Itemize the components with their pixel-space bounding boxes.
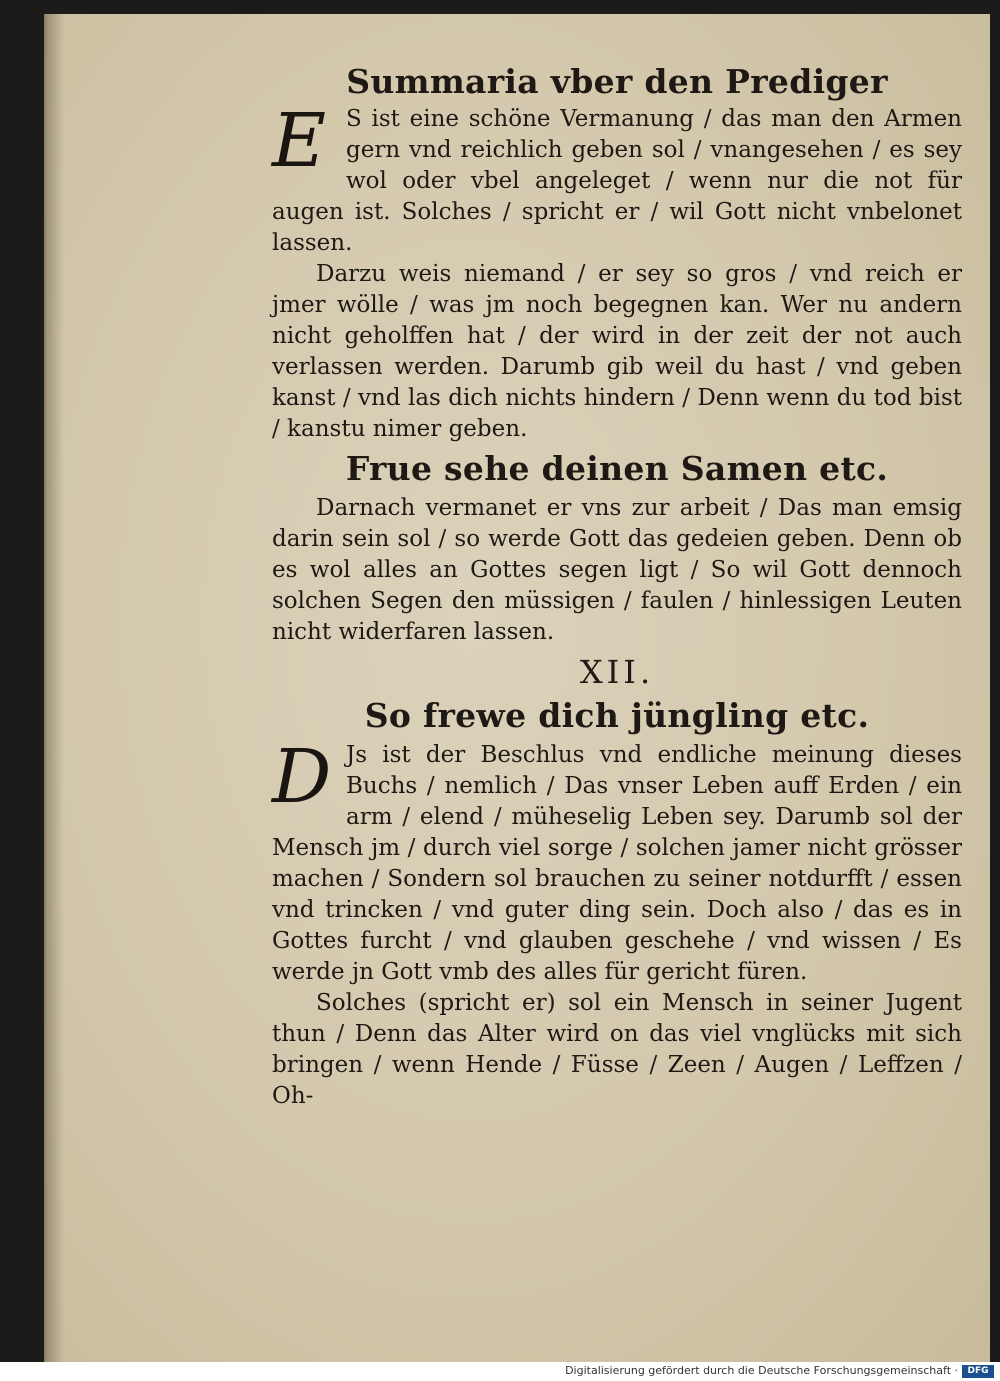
book-page bbox=[44, 14, 990, 1362]
digitization-footer bbox=[0, 1362, 1000, 1381]
paragraph-1-text: S ist eine schöne Vermanung / das man den Armen gern vnd reichlich geben sol / vnangesehen / es sey wol oder vbel angeleget / wenn nur die not für augen ist. Solches / spricht er / wil Gott nicht vnbelonet lassen. bbox=[272, 106, 962, 256]
page-text bbox=[272, 62, 962, 1112]
section-heading-jungling: So frewe dich jüngling etc. bbox=[364, 696, 870, 735]
paragraph-1 bbox=[272, 98, 962, 259]
section-heading-frue: Frue sehe deinen Samen etc. bbox=[345, 449, 889, 488]
paragraph-5: Solches (spricht er) sol ein Mensch in seiner Jugent thun / Denn das Alter wird on das viel vnglücks mit sich bringen / wenn Hende / Füsse / Zeen / Augen / Leffzen / Oh- bbox=[272, 990, 962, 1109]
drop-cap-e: E bbox=[272, 98, 327, 184]
paragraph-2: Darzu weis niemand / er sey so gros / vnd reich er jmer wölle / was jm noch begegnen kan. Wer nu andern nicht geholffen hat / der wird in der zeit der not auch verlassen werden. Darumb gib weil du hast / vnd geben kanst / vnd las dich nichts hindern / Denn wenn du tod bist / kanstu nimer geben. bbox=[272, 261, 962, 442]
page-heading: Summaria vber den Prediger bbox=[346, 62, 888, 101]
chapter-number: XII. bbox=[579, 653, 655, 691]
paragraph-3: Darnach vermanet er vns zur arbeit / Das man emsig darin sein sol / so werde Gott das gedeien geben. Denn ob es wol alles an Gottes segen ligt / So wil Gott dennoch solchen Segen den müssigen / faulen / hinlessigen Leuten nicht widerfaren lassen. bbox=[272, 495, 962, 645]
dfg-logo: DFG bbox=[962, 1365, 994, 1378]
drop-cap-d: D bbox=[272, 734, 332, 820]
paragraph-4-text: Js ist der Beschlus vnd endliche meinung dieses Buchs / nemlich / Das vnser Leben auff Erden / ein arm / elend / müheselig Leben sey. Darumb sol der Mensch jm / durch viel sorge / solchen jamer nicht grösser machen / Sondern sol brauchen zu seiner notdurfft / essen vnd trincken / vnd guter ding sein. Doch also / das es in Gottes furcht / vnd glauben geschehe / vnd wissen / Es werde jn Gott vmb des alles für gericht füren. bbox=[272, 742, 962, 985]
paragraph-4 bbox=[272, 734, 962, 988]
footer-credit: Digitalisierung gefördert durch die Deutsche Forschungsgemeinschaft · bbox=[565, 1364, 958, 1377]
gutter-shadow bbox=[46, 14, 64, 1362]
